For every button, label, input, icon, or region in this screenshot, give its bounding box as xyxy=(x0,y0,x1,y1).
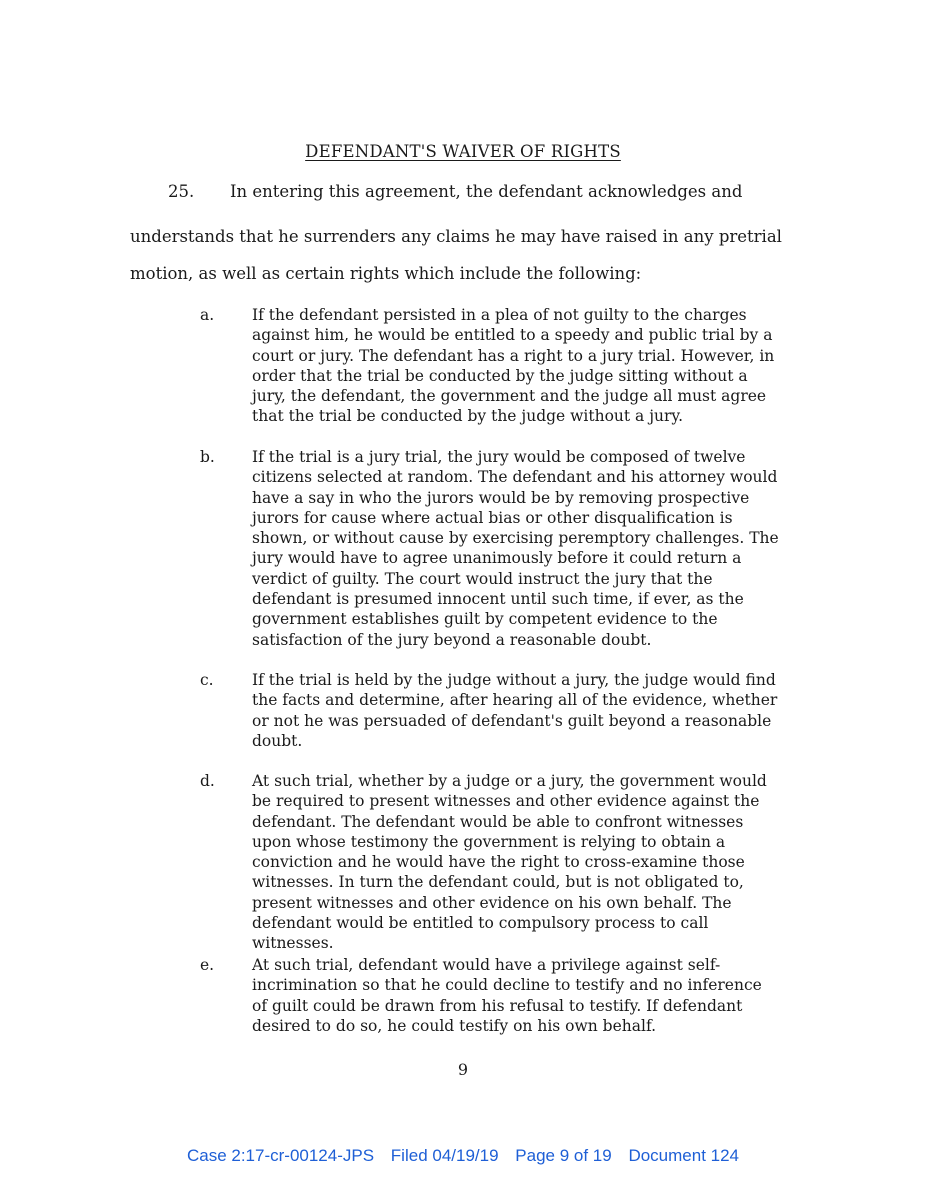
list-item-letter: d. xyxy=(200,772,215,790)
case-footer xyxy=(0,1146,926,1166)
list-item-text: If the trial is a jury trial, the jury would be composed of twelve citizens selected at random. The defendant and his attorney would have a say in who the jurors would be by removing prospective jurors for cause where actual bias or other disqualification is shown, or without cause by exercising peremptory challenges. The jury would have to agree unanimously before it could return a verdict of guilty. The court would instruct the jury that the defendant is presumed innocent until such time, if ever, as the government establishes guilt by competent evidence to the satisfaction of the jury beyond a reasonable doubt. xyxy=(252,448,779,649)
page-number: 9 xyxy=(457,1060,469,1079)
paragraph-line-1: In entering this agreement, the defendant acknowledges and xyxy=(230,182,743,201)
list-item-letter: c. xyxy=(200,671,214,689)
list-item-text: If the trial is held by the judge without a jury, the judge would find the facts and determine, after hearing all of the evidence, whether or not he was persuaded of defendant's guilt beyond a reasonable doubt. xyxy=(252,671,778,750)
list-item-letter: a. xyxy=(200,306,215,324)
footer-filed-date: Filed 04/19/19 xyxy=(390,1146,499,1165)
list-item-text: At such trial, whether by a judge or a jury, the government would be required to present witnesses and other evidence against the defendant. The defendant would be able to confront witnesses upon whose testimony the government is relying to obtain a conviction and he would have the right to cross-examine those witnesses. In turn the defendant could, but is not obligated to, present witnesses and other evidence on his own behalf. The defendant would be entitled to compulsory process to call witnesses. xyxy=(252,772,767,953)
list-item-letter: b. xyxy=(200,448,215,466)
list-item-text: At such trial, defendant would have a privilege against self-incrimination so that he could decline to testify and no inference of guilt could be drawn from his refusal to testify. If defendant desired to do so, he could testify on his own behalf. xyxy=(252,956,762,1035)
list-item-text: If the defendant persisted in a plea of not guilty to the charges against him, he would be entitled to a speedy and public trial by a court or jury. The defendant has a right to a jury trial. However, in order that the trial be conducted by the judge sitting without a jury, the defendant, the government and the judge all must agree that the trial be conducted by the judge without a jury. xyxy=(252,306,775,426)
list-item-letter: e. xyxy=(200,956,215,974)
footer-page-count: Page 9 of 19 xyxy=(515,1146,612,1165)
footer-case-number: Case 2:17-cr-00124-JPS xyxy=(186,1146,375,1165)
paragraph-number: 25. xyxy=(168,182,195,201)
paragraph-line-2: understands that he surrenders any claims he may have raised in any pretrial xyxy=(130,227,782,246)
footer-document-number: Document 124 xyxy=(628,1146,740,1165)
paragraph-line-3: motion, as well as certain rights which include the following: xyxy=(130,264,642,283)
section-heading: DEFENDANT'S WAIVER OF RIGHTS xyxy=(305,142,621,161)
